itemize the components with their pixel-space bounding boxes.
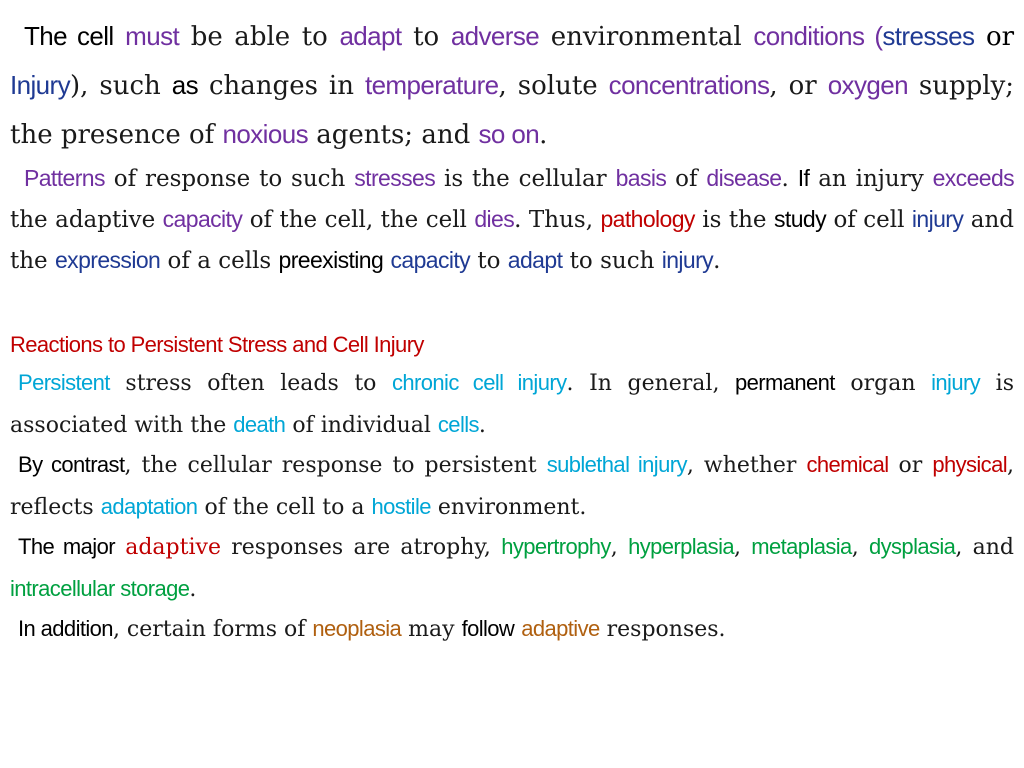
text-segment: to such	[569, 248, 655, 274]
text-segment: environmental	[550, 22, 742, 52]
keyword-study: study	[774, 206, 826, 232]
text-segment: to	[413, 22, 440, 52]
text-segment: stress often leads to	[125, 371, 377, 396]
text-segment: responses are atrophy,	[231, 535, 491, 560]
text-segment: may	[408, 617, 455, 642]
keyword-patterns: Patterns	[24, 165, 105, 191]
text-segment: is the	[702, 207, 767, 233]
text-segment: is associated with the	[10, 371, 1014, 438]
text-segment: , whether	[686, 453, 797, 478]
text-segment: . In general,	[566, 371, 720, 396]
keyword-pathology: pathology	[600, 206, 695, 232]
text-segment: be able to	[190, 22, 328, 52]
patterns-paragraph	[10, 158, 1014, 281]
keyword-cells: cells	[437, 412, 479, 437]
keyword-chemical: chemical	[806, 452, 889, 477]
keyword-must: must	[125, 21, 180, 51]
text-segment: the adaptive	[10, 207, 156, 233]
adaptive-responses-paragraph	[10, 526, 1014, 610]
text-segment: responses.	[606, 617, 726, 642]
text-segment: or	[898, 453, 923, 478]
text-segment: , and	[955, 535, 1014, 560]
text-segment: ,	[851, 535, 859, 560]
text-segment: , or	[769, 71, 817, 101]
keyword-adverse: adverse	[450, 21, 540, 51]
keyword-physical: physical	[932, 452, 1008, 477]
text-segment: ,	[734, 535, 741, 560]
keyword-metaplasia: metaplasia	[751, 534, 852, 559]
intro-paragraph	[10, 12, 1014, 159]
keyword-hostile: hostile	[371, 494, 431, 519]
text-segment: , the cellular response to persistent	[124, 453, 537, 478]
text-segment: of individual	[292, 413, 431, 438]
contrast-paragraph	[10, 444, 1014, 528]
text-segment: of the cell to a	[204, 495, 365, 520]
text-segment: of a cells	[167, 248, 272, 274]
text-segment: is the cellular	[444, 166, 607, 192]
keyword-death: death	[233, 412, 286, 437]
text-segment: .	[189, 577, 197, 602]
keyword-injury: injury	[661, 247, 714, 273]
neoplasia-paragraph	[10, 608, 1014, 650]
text-segment: , reflects	[10, 453, 1015, 520]
keyword-hyperplasia: hyperplasia	[628, 534, 734, 559]
keyword-adapt: adapt	[507, 247, 563, 273]
text-segment: environment.	[437, 495, 587, 520]
keyword-by-contrast: By contrast	[18, 452, 125, 477]
text-segment: .	[539, 120, 548, 150]
text-segment: agents; and	[316, 120, 471, 150]
keyword-noxious: noxious	[222, 119, 308, 149]
keyword-adapt: adapt	[339, 21, 402, 51]
keyword-injury: Injury	[10, 70, 70, 100]
text-segment: and the	[10, 207, 1014, 274]
keyword-dysplasia: dysplasia	[869, 534, 956, 559]
keyword-in-addition: In addition	[18, 616, 113, 641]
text-segment: ,	[610, 535, 618, 560]
keyword-neoplasia: neoplasia	[312, 616, 402, 641]
text-segment: ), such	[69, 71, 161, 101]
text-segment: an injury	[818, 166, 924, 192]
text-segment: of	[675, 166, 698, 192]
keyword-concentrations: concentrations	[608, 70, 770, 100]
keyword-sublethal-injury: sublethal injury	[546, 452, 687, 477]
keyword-adaptive: adaptive	[521, 616, 600, 641]
keyword-temperature: temperature	[364, 70, 499, 100]
text-segment: supply; the presence of	[10, 71, 1015, 150]
keyword-intracellular-storage: intracellular storage	[10, 576, 190, 601]
section-heading: Reactions to Persistent Stress and Cell Injury	[10, 332, 424, 357]
keyword-if: If	[797, 165, 810, 191]
keyword-so-on: so on	[478, 119, 540, 149]
persistent-stress-paragraph	[10, 362, 1014, 446]
keyword-capacity: capacity	[390, 247, 471, 273]
text-segment: to	[477, 248, 501, 274]
text-segment: of response to such	[113, 166, 346, 192]
keyword-dies: dies	[474, 206, 515, 232]
text-segment: .	[781, 166, 789, 192]
keyword-capacity: capacity	[162, 206, 243, 232]
keyword-follow: follow	[461, 616, 515, 641]
keyword-injury: injury	[931, 370, 981, 395]
text-segment: or	[986, 22, 1015, 52]
keyword-adaptive: adaptive	[125, 535, 221, 560]
text-segment: . Thus,	[514, 207, 593, 233]
keyword-adaptation: adaptation	[100, 494, 198, 519]
keyword-exceeds: exceeds	[932, 165, 1015, 191]
text-segment: of the cell, the cell	[249, 207, 467, 233]
text-segment: .	[713, 248, 721, 274]
keyword-conditions: conditions (	[753, 21, 883, 51]
keyword-disease: disease	[706, 165, 782, 191]
keyword-persistent: Persistent	[18, 370, 110, 395]
text-segment: , solute	[498, 71, 598, 101]
keyword-permanent: permanent	[735, 370, 835, 395]
keyword-hypertrophy: hypertrophy	[501, 534, 611, 559]
text-segment: changes in	[209, 71, 354, 101]
text-segment: of cell	[833, 207, 905, 233]
text-segment: organ	[850, 371, 916, 396]
keyword-basis: basis	[615, 165, 667, 191]
keyword-stresses: stresses	[354, 165, 436, 191]
keyword-oxygen: oxygen	[827, 70, 908, 100]
keyword-stresses: stresses	[882, 21, 975, 51]
keyword-the-major: The major	[18, 534, 115, 559]
keyword-preexisting: preexisting	[278, 247, 384, 273]
keyword-injury: injury	[911, 206, 964, 232]
text-segment: .	[478, 413, 486, 438]
text-segment: , certain forms of	[112, 617, 306, 642]
phrase-the-cell: The cell	[24, 21, 114, 51]
keyword-as: as	[171, 70, 199, 100]
keyword-expression: expression	[54, 247, 161, 273]
keyword-chronic-cell-injury: chronic cell injury	[392, 370, 567, 395]
